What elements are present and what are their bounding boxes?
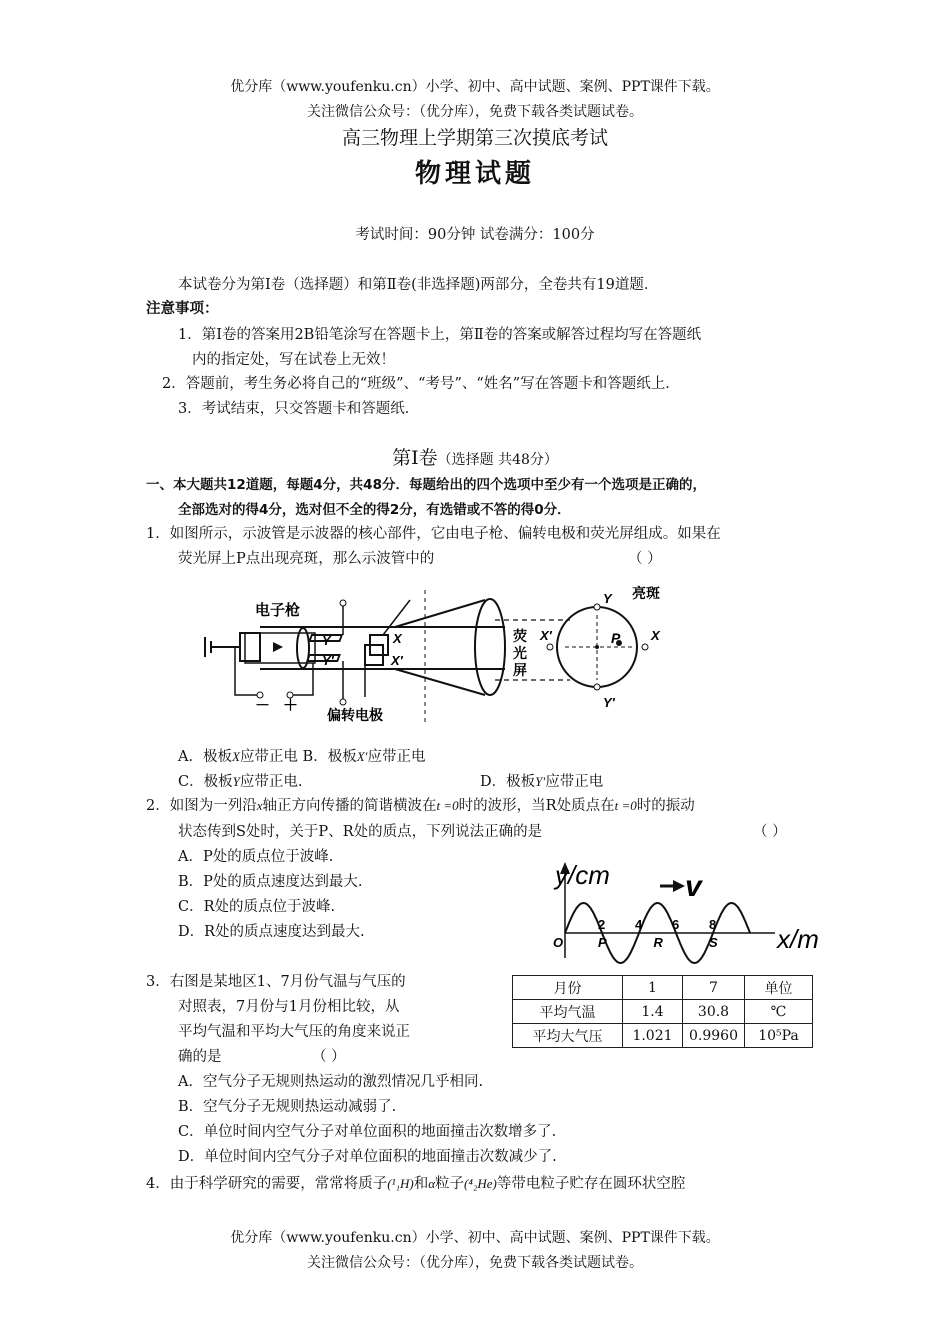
q1-option-a-prefix: A．极板 <box>178 749 232 765</box>
label-electron-gun: 电子枪 <box>255 602 301 619</box>
q2-stem-b: 状态传到S处时，关于P、R处的质点，下列说法正确的是 <box>178 824 543 840</box>
wave-point-label: O <box>553 935 564 950</box>
terminal-screen-y <box>594 604 600 610</box>
q1-option-d-suffix: 应带正电 <box>545 774 604 790</box>
q3-stem-1: 3．右图是某地区1、7月份气温与气压的 <box>146 974 406 990</box>
q1-option-c-prefix: C．极板 <box>178 774 233 790</box>
label-plate-x: X <box>393 631 402 646</box>
q2-option-c: C．R处的质点位于波峰. <box>178 899 336 915</box>
table-cell: 1.021 <box>623 1024 683 1048</box>
q3-option-d: D．单位时间内空气分子对单位面积的地面撞击次数减少了. <box>178 1149 557 1165</box>
q1-option-b-prefix: B．极板 <box>302 749 357 765</box>
site-header-line1: 优分库（www.youfenku.cn）小学、初中、高中试题、案例、PPT课件下载。 <box>230 79 720 95</box>
q3-answer-bracket: （ ） <box>312 1049 346 1065</box>
notice-heading: 注意事项： <box>146 301 219 317</box>
q4-proton-symbol: (¹₁H) <box>387 1176 414 1191</box>
q1-option-d <box>480 770 603 791</box>
label-deflection-plates: 偏转电极 <box>327 707 383 723</box>
q4-stem-part1: 4．由于科学研究的需要，常常将质子 <box>146 1176 388 1192</box>
wave-tick-label: 8 <box>709 917 717 932</box>
plate-x-wire <box>383 600 410 635</box>
q4-stem-part5: 粒子 <box>435 1176 465 1192</box>
table-row <box>513 1000 813 1024</box>
q1-option-a-b <box>178 745 426 766</box>
notice-item-2: 2．答题前，考生务必将自己的“班级”、“考号”、“姓名”写在答题卡和答题纸上． <box>162 376 680 392</box>
q3-stem-4: 确的是 <box>178 1049 222 1065</box>
q1-answer-bracket: （ ） <box>628 551 662 567</box>
q2-var-t2: t =0 <box>614 798 637 813</box>
label-bright-spot: 亮斑 <box>632 585 660 601</box>
label-plate-y-prime: Y′ <box>322 653 334 668</box>
wave-chart <box>545 848 825 966</box>
section1-instruction-a: 一、本大题共12道题，每题4分，共48分．每题给出的四个选项中至少有一个选项是正确的， <box>146 477 706 493</box>
table-cell: 月份 <box>513 976 623 1000</box>
wave-velocity-label: v <box>685 870 702 903</box>
q1-option-a-suffix: 应带正电 <box>239 749 298 765</box>
table-row <box>513 976 813 1000</box>
tube-flare-bottom <box>395 669 485 695</box>
table-cell: 单位 <box>745 976 813 1000</box>
site-header-line2: 关注微信公众号：（优分库），免费下载各类试题试卷。 <box>307 104 643 120</box>
label-plus: ＋ <box>283 697 299 714</box>
q2-option-a: A．P处的质点位于波峰. <box>178 849 334 865</box>
q4-helium-symbol: (⁴₂He) <box>464 1176 497 1191</box>
notice-item-1a: 1．第Ⅰ卷的答案用2B铅笔涂写在答题卡上，第Ⅱ卷的答案或解答过程均写在答题纸 <box>178 327 702 343</box>
q4-stem-part7: 等带电粒子贮存在圆环状空腔 <box>496 1176 686 1192</box>
q1-stem-b: 荧光屏上P点出现亮斑，那么示波管中的 <box>178 551 435 567</box>
screen-ellipse <box>475 599 505 695</box>
section1-instruction-b: 全部选对的得4分，选对但不全的得2分，有选错或不答的得0分． <box>178 502 571 518</box>
wave-x-label: x/m <box>777 924 819 954</box>
q4-stem <box>146 1172 685 1193</box>
wave-point-label: S <box>709 935 718 950</box>
wave-point-label: R <box>653 935 663 950</box>
label-screen-y: Y <box>603 591 612 606</box>
q1-option-a <box>178 749 298 765</box>
table-cell: 10⁵Pa <box>745 1024 813 1048</box>
site-footer-line2: 关注微信公众号：（优分库），免费下载各类试题试卷。 <box>307 1255 643 1271</box>
tube-flare-top <box>395 600 485 627</box>
q3-option-c: C．单位时间内空气分子对单位面积的地面撞击次数增多了. <box>178 1124 557 1140</box>
table-cell: 0.9960 <box>683 1024 745 1048</box>
q3-stem-3: 平均气温和平均大气压的角度来说正 <box>178 1024 410 1040</box>
exam-time-info: 考试时间：90分钟 试卷满分：100分 <box>355 227 595 243</box>
q1-option-d-prefix: D．极板 <box>480 774 536 790</box>
table-cell: 30.8 <box>683 1000 745 1024</box>
q1-option-b-var: X′ <box>356 749 368 764</box>
label-screen-1: 荧 <box>513 628 527 644</box>
q3-data-table <box>512 975 813 1048</box>
q2-answer-bracket: （ ） <box>753 824 787 840</box>
table-cell: 1 <box>623 976 683 1000</box>
label-plate-y: Y <box>322 633 331 648</box>
exam-title: 物理试题 <box>414 159 535 189</box>
label-screen-x: X <box>651 628 660 643</box>
q2-stem-a <box>146 794 695 815</box>
label-point-p: P <box>611 630 621 646</box>
exam-subtitle: 高三物理上学期第三次摸底考试 <box>341 127 608 149</box>
screen-center <box>595 645 599 649</box>
q1-option-c-suffix: 应带正电. <box>239 774 303 790</box>
q1-option-c-var: Y <box>232 774 240 789</box>
wave-tick-label: 2 <box>598 917 606 932</box>
label-minus: － <box>255 697 271 714</box>
terminal-y-prime <box>340 699 346 705</box>
section1-title-sub: （选择题 共48分） <box>437 452 558 468</box>
q2-var-x: x <box>256 798 263 813</box>
table-cell: ℃ <box>745 1000 813 1024</box>
site-footer-line1: 优分库（www.youfenku.cn）小学、初中、高中试题、案例、PPT课件下载。 <box>230 1230 720 1246</box>
wave-y-label: y/cm <box>555 860 610 890</box>
table-cell: 7 <box>683 976 745 1000</box>
terminal-y <box>340 600 346 606</box>
q1-stem-a: 1．如图所示，示波管是示波器的核心部件，它由电子枪、偏转电极和荧光屏组成。如果在 <box>146 526 721 542</box>
wave-tick-label: 6 <box>672 917 680 932</box>
q3-option-b: B．空气分子无规则热运动减弱了. <box>178 1099 397 1115</box>
circuit-wire-left <box>235 647 260 695</box>
q2-option-d: D．R处的质点速度达到最大. <box>178 924 365 940</box>
electron-beam-arrow <box>273 642 283 652</box>
exam-intro: 本试卷分为第Ⅰ卷（选择题）和第Ⅱ卷(非选择题)两部分，全卷共有19道题． <box>178 277 659 293</box>
section1-title <box>0 443 950 470</box>
q1-option-a-var: X <box>231 749 240 764</box>
notice-item-1b: 内的指定处，写在试卷上无效！ <box>192 352 395 368</box>
terminal-screen-x <box>642 644 648 650</box>
q1-option-b <box>303 749 426 765</box>
table-cell: 平均大气压 <box>513 1024 623 1048</box>
notice-item-3: 3．考试结束，只交答题卡和答题纸． <box>178 401 420 417</box>
q4-alpha-symbol: α <box>428 1176 436 1191</box>
q2-stem-part5: 时的波形，当R处质点在 <box>458 798 615 814</box>
q1-option-c <box>178 770 302 791</box>
label-screen-y-prime: Y′ <box>603 695 615 710</box>
label-plate-x-prime: X′ <box>391 653 403 668</box>
table-row <box>513 1024 813 1048</box>
wave-point-label: P <box>598 935 607 950</box>
table-cell: 1.4 <box>623 1000 683 1024</box>
label-screen-2: 光 <box>513 645 527 661</box>
q3-stem-2: 对照表，7月份与1月份相比较，从 <box>178 999 400 1015</box>
terminal-screen-x-prime <box>547 644 553 650</box>
q1-option-d-var: Y′ <box>535 774 546 789</box>
q2-stem-part1: 2．如图为一列沿 <box>146 798 257 814</box>
terminal-screen-y-prime <box>594 684 600 690</box>
gun-socket <box>240 633 260 661</box>
q3-option-a: A．空气分子无规则热运动的激烈情况几乎相同. <box>178 1074 484 1090</box>
section1-title-main: 第Ⅰ卷 <box>392 447 438 469</box>
q2-option-b: B．P处的质点速度达到最大. <box>178 874 363 890</box>
q2-stem-part3: 轴正方向传播的简谐横波在 <box>262 798 437 814</box>
velocity-arrow-head <box>673 880 685 892</box>
q2-var-t1: t =0 <box>436 798 459 813</box>
wave-tick-label: 4 <box>635 917 643 932</box>
label-screen-3: 屏 <box>513 662 527 678</box>
table-cell: 平均气温 <box>513 1000 623 1024</box>
q1-option-b-suffix: 应带正电 <box>367 749 426 765</box>
q2-stem-part7: 时的振动 <box>636 798 695 814</box>
q4-stem-part3: 和 <box>413 1176 429 1192</box>
oscilloscope-tube-figure <box>195 585 675 725</box>
label-screen-x-prime: X′ <box>540 628 552 643</box>
